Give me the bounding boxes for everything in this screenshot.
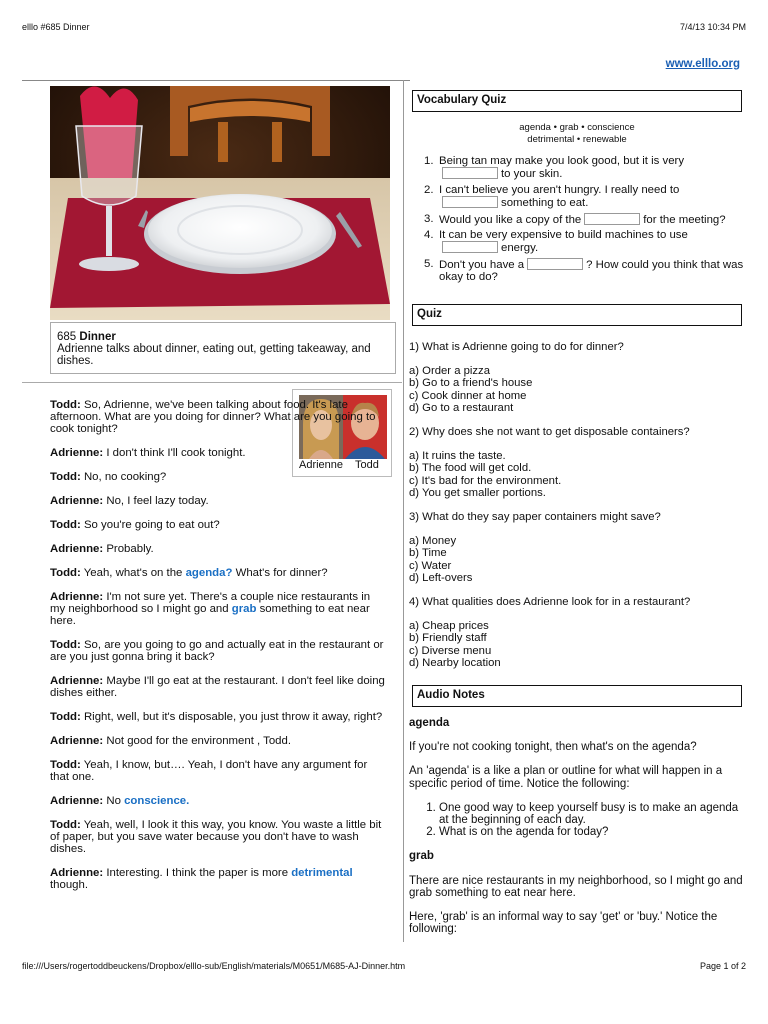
- dinner-photo: [50, 86, 390, 320]
- transcript-line: Adrienne: Maybe I'll go eat at the restaurant. I don't feel like doing dishes either.: [50, 675, 385, 699]
- speaker-name: Adrienne:: [50, 867, 104, 879]
- vocab-item: 4. It can be very expensive to build machines to use energy.: [424, 229, 688, 255]
- note-term: grab: [409, 850, 434, 863]
- vocab-item: 1. Being tan may make you look good, but it is very to your skin.: [424, 155, 685, 181]
- quiz-question: 1) What is Adrienne going to do for dinner?: [409, 341, 624, 353]
- note-example: There are nice restaurants in my neighborhood, so I might go and grab something to eat near here.: [409, 874, 743, 899]
- quiz-option[interactable]: c) Water: [409, 559, 452, 572]
- transcript-line: Todd: Yeah, what's on the agenda? What's for dinner?: [50, 567, 328, 579]
- transcript-line: Adrienne: Interesting. I think the paper is more detrimental though.: [50, 867, 353, 891]
- quiz-option[interactable]: c) It's bad for the environment.: [409, 474, 562, 487]
- transcript-line: Adrienne: No conscience.: [50, 795, 190, 807]
- quiz-option[interactable]: c) Diverse menu: [409, 644, 492, 657]
- lesson-title: Dinner: [79, 331, 116, 343]
- speaker-name: Todd:: [50, 519, 81, 531]
- quiz-option[interactable]: a) Order a pizza: [409, 365, 490, 378]
- transcript-line: Adrienne: I don't think I'll cook tonight.: [50, 447, 246, 459]
- lesson-summary: Adrienne talks about dinner, eating out, getting takeaway, and dishes.: [57, 343, 371, 367]
- vocab-word-bank: agenda • grab • conscience detrimental • renewable: [519, 122, 635, 145]
- quiz-option[interactable]: a) Cheap prices: [409, 620, 489, 633]
- transcript-line: Adrienne: No, I feel lazy today.: [50, 495, 209, 507]
- vocab-item: 5. Don't you have a ? How could you think that was okay to do?: [424, 257, 744, 284]
- speaker-name: Adrienne:: [50, 447, 104, 459]
- quiz-option[interactable]: b) Friendly staff: [409, 632, 487, 645]
- transcript-line: Todd: Yeah, well, I look it this way, you know. You waste a little bit of paper, but you save water because you don't have to wash dishes.: [50, 819, 382, 855]
- speaker-name: Adrienne:: [50, 675, 104, 687]
- quiz-option[interactable]: b) The food will get cold.: [409, 462, 532, 475]
- vocab-quiz-list: [424, 155, 744, 287]
- transcript-line: Adrienne: Probably.: [50, 543, 154, 555]
- quiz-options: [409, 365, 745, 414]
- quiz-options: [409, 620, 745, 669]
- transcript-line: Todd: So you're going to eat out?: [50, 519, 220, 531]
- speaker-name: Adrienne:: [50, 795, 104, 807]
- transcript: [50, 399, 388, 903]
- quiz-question: 2) Why does she not want to get disposable containers?: [409, 426, 690, 439]
- quiz-option[interactable]: b) Time: [409, 547, 447, 560]
- note-example: If you're not cooking tonight, then what's on the agenda?: [409, 741, 697, 754]
- transcript-line: Todd: Right, well, but it's disposable, you just throw it away, right?: [50, 711, 383, 723]
- speaker-name: Todd:: [50, 819, 81, 831]
- quiz-option[interactable]: d) You get smaller portions.: [409, 486, 546, 499]
- quiz-option[interactable]: d) Go to a restaurant: [409, 401, 514, 414]
- quiz-questions: [409, 341, 745, 681]
- file-path: file:///Users/rogertoddbeuckens/Dropbox/elllo-sub/English/materials/M0651/M685-AJ-Dinner.htm: [22, 961, 406, 971]
- note-example-item: 2. What is on the agenda for today?: [439, 826, 745, 838]
- vocab-link-conscience[interactable]: conscience.: [124, 795, 190, 807]
- quiz-heading: Quiz: [412, 304, 742, 326]
- quiz-option[interactable]: d) Nearby location: [409, 656, 501, 669]
- vocab-item: 3. Would you like a copy of the for the meeting?: [424, 212, 726, 226]
- speaker-name: Adrienne:: [50, 543, 104, 555]
- lesson-number: 685: [57, 331, 77, 343]
- speaker-name: Todd:: [50, 759, 81, 771]
- transcript-line: Todd: So, Adrienne, we've been talking about food. It's late afternoon. What are you doing for dinner? What are you going to cook tonight?: [50, 399, 376, 435]
- column-divider: [403, 80, 404, 942]
- todd-label: Todd: [355, 459, 379, 471]
- note-explanation: Here, 'grab' is an informal way to say 'get' or 'buy.' Notice the following:: [409, 911, 718, 936]
- transcript-line: Todd: No, no cooking?: [50, 471, 167, 483]
- quiz-option[interactable]: c) Cook dinner at home: [409, 389, 527, 402]
- note-term: agenda: [409, 717, 450, 729]
- quiz-question: 3) What do they say paper containers might save?: [409, 511, 661, 524]
- vocab-link-grab[interactable]: grab: [231, 603, 257, 615]
- quiz-option[interactable]: b) Go to a friend's house: [409, 377, 533, 390]
- note-explanation: An 'agenda' is a like a plan or outline for what will happen in a specific period of time. Notice the following:: [409, 765, 723, 790]
- speaker-name: Adrienne:: [50, 591, 104, 603]
- print-datetime: 7/4/13 10:34 PM: [679, 22, 746, 32]
- answer-blank[interactable]: [442, 196, 498, 208]
- vocab-quiz-heading: Vocabulary Quiz: [412, 90, 742, 112]
- vocab-item: 2. I can't believe you aren't hungry. I really need to something to eat.: [424, 183, 680, 210]
- speaker-name: Todd:: [50, 711, 81, 723]
- lesson-caption: [50, 322, 396, 374]
- audio-notes-heading: Audio Notes: [412, 685, 742, 707]
- quiz-options: [409, 450, 745, 499]
- quiz-option[interactable]: d) Left-overs: [409, 571, 473, 584]
- transcript-line: Adrienne: Not good for the environment , Todd.: [50, 735, 292, 747]
- quiz-options: [409, 535, 745, 584]
- quiz-question: 4) What qualities does Adrienne look for in a restaurant?: [409, 596, 691, 609]
- transcript-line: Adrienne: I'm not sure yet. There's a couple nice restaurants in my neighborhood so I might go and grab something to eat near here.: [50, 591, 371, 627]
- audio-notes: [409, 717, 745, 947]
- answer-blank[interactable]: [527, 258, 583, 270]
- speaker-name: Todd:: [50, 399, 81, 411]
- transcript-line: Todd: Yeah, I know, but…. Yeah, I don't have any argument for that one.: [50, 759, 368, 783]
- note-example-item: 1. One good way to keep yourself busy is to make an agenda at the beginning of each day.: [439, 802, 745, 826]
- speaker-name: Todd:: [50, 567, 81, 579]
- top-divider: [22, 80, 410, 81]
- note-examples-list: [409, 802, 745, 839]
- answer-blank[interactable]: [442, 167, 498, 179]
- speaker-name: Adrienne:: [50, 495, 104, 507]
- answer-blank[interactable]: [442, 241, 498, 253]
- vocab-link-agenda[interactable]: agenda?: [185, 567, 233, 579]
- speaker-name: Adrienne:: [50, 735, 104, 747]
- speaker-name: Todd:: [50, 471, 81, 483]
- quiz-option[interactable]: a) It ruins the taste.: [409, 450, 506, 463]
- speaker-name: Todd:: [50, 639, 81, 651]
- caption-divider: [22, 382, 402, 383]
- site-link[interactable]: www.elllo.org: [665, 58, 740, 70]
- answer-blank[interactable]: [584, 213, 640, 225]
- quiz-option[interactable]: a) Money: [409, 535, 457, 548]
- document-title: elllo #685 Dinner: [22, 22, 90, 32]
- adrienne-label: Adrienne: [299, 459, 344, 471]
- transcript-line: Todd: So, are you going to go and actually eat in the restaurant or are you just gonna bring it back?: [50, 639, 384, 663]
- page-number: Page 1 of 2: [699, 961, 746, 971]
- vocab-link-detrimental[interactable]: detrimental: [291, 867, 353, 879]
